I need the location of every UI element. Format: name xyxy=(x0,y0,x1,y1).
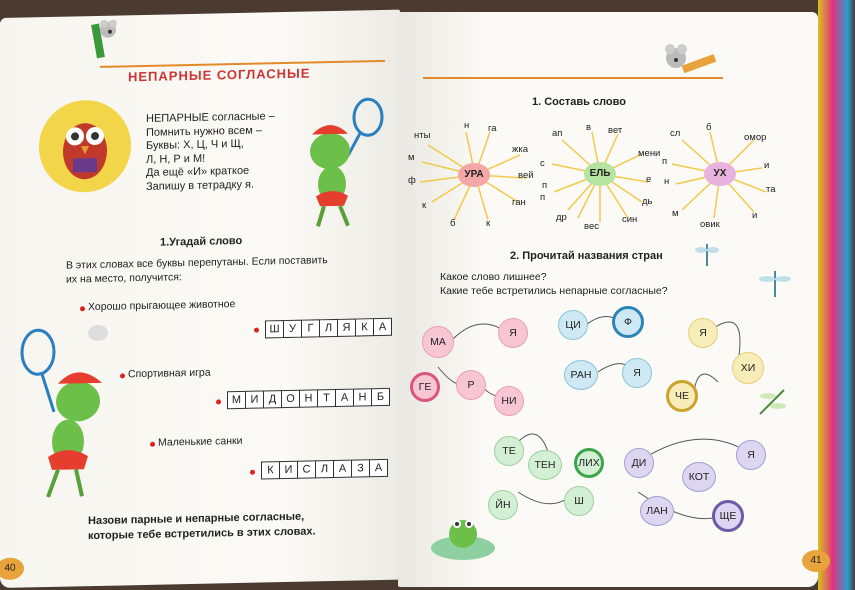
sun-word: жка xyxy=(512,144,529,155)
bullet-dot xyxy=(150,442,155,447)
mouse-pencil-icon xyxy=(78,15,128,61)
letter-cell: Н xyxy=(353,388,372,406)
sun-word: б xyxy=(450,218,456,229)
syllable-bubble: ЙН xyxy=(488,490,518,520)
letter-cell: О xyxy=(281,390,300,408)
sun-word: вес xyxy=(584,221,599,232)
frog-lilypad-illustration xyxy=(428,500,498,562)
syllable-bubble: Я xyxy=(622,358,652,388)
bullet-dot xyxy=(216,399,221,404)
syllable-bubble: ЦИ xyxy=(558,310,588,340)
clue-text: Спортивная игра xyxy=(128,366,211,381)
syllable-bubble: ДИ xyxy=(624,448,654,478)
sun-word: м xyxy=(408,152,415,163)
page-number: 40 xyxy=(0,557,24,580)
mouse-pencil-icon xyxy=(658,40,718,85)
sun-core: УРА xyxy=(458,163,490,187)
syllable-bubble: МА xyxy=(422,326,454,358)
letter-cell: У xyxy=(283,320,302,338)
sun-word: вей xyxy=(518,170,534,181)
sun-word: др xyxy=(556,212,567,223)
question-line: Какое слово лишнее? xyxy=(440,271,547,283)
syllable-bubble: ЧЕ xyxy=(666,380,698,412)
syllable-bubble: НИ xyxy=(494,386,524,416)
sun-word: син xyxy=(622,214,638,225)
poem-line: Запишу в тетрадку я. xyxy=(146,178,255,193)
syllable-bubble: Я xyxy=(688,318,718,348)
word-sun-1 xyxy=(408,120,546,230)
letter-cell: Я xyxy=(337,319,356,337)
letter-cell: С xyxy=(297,460,316,478)
sun-word: б xyxy=(706,122,712,133)
letter-cell: А xyxy=(369,459,388,477)
letter-cell: З xyxy=(351,459,370,477)
syllable-bubble: Я xyxy=(736,440,766,470)
letter-grid-1 xyxy=(266,318,392,339)
syllable-bubble: ХИ xyxy=(732,352,764,384)
sun-word: га xyxy=(488,123,497,134)
sun-word: п xyxy=(540,192,546,203)
page-number: 41 xyxy=(802,550,830,572)
sun-word: ап xyxy=(552,128,563,139)
letter-grid-3 xyxy=(262,459,388,480)
poem xyxy=(146,110,275,194)
questions xyxy=(440,270,668,298)
sun-core: ЕЛЬ xyxy=(584,162,616,186)
book-edge xyxy=(818,0,855,590)
instruction-line: их на место, получится: xyxy=(66,271,182,286)
bullet-dot xyxy=(254,328,259,333)
sun-word: мени xyxy=(638,148,661,159)
frog-tennis-illustration xyxy=(8,320,128,513)
letter-cell: Т xyxy=(317,389,336,407)
exercise1-title: 1. Составь слово xyxy=(532,96,626,108)
frog-tennis-illustration xyxy=(300,95,390,237)
letter-grid-2 xyxy=(228,388,390,409)
right-page xyxy=(398,12,822,587)
sun-word: и xyxy=(752,210,758,221)
letter-cell: А xyxy=(333,460,352,478)
sun-word: в xyxy=(586,122,592,133)
dragonfly-icon xyxy=(758,267,792,301)
sun-word: н xyxy=(464,120,470,131)
sun-word: сл xyxy=(670,128,681,139)
syllable-bubble: ЛАН xyxy=(640,496,674,526)
poem-line: Помнить нужно всем – xyxy=(146,124,263,139)
clue-text: Хорошо прыгающее животное xyxy=(88,298,236,314)
poem-line: НЕПАРНЫЕ согласные – xyxy=(146,110,275,125)
sun-word: е xyxy=(646,174,652,185)
letter-cell: М xyxy=(227,391,246,409)
dragonfly-icon xyxy=(693,240,721,268)
poem-line: Л, Н, Р и М! xyxy=(146,152,206,166)
sun-word: с xyxy=(540,158,545,169)
letter-cell: А xyxy=(335,389,354,407)
clue-text: Маленькие санки xyxy=(158,434,243,449)
syllable-bubble: Р xyxy=(456,370,486,400)
sun-core: УХ xyxy=(704,162,736,186)
letter-cell: Д xyxy=(263,390,282,408)
syllable-bubble: ТЕН xyxy=(528,450,562,480)
word-sun-2 xyxy=(538,122,668,232)
letter-cell: К xyxy=(261,461,280,479)
page-heading: НЕПАРНЫЕ СОГЛАСНЫЕ xyxy=(128,65,311,85)
letter-cell: Л xyxy=(319,319,338,337)
syllable-bubble: ЩЕ xyxy=(712,500,744,532)
bullet-dot xyxy=(250,470,255,475)
syllable-bubble: КОТ xyxy=(682,462,716,492)
sun-word: овик xyxy=(700,219,720,230)
sun-word: к xyxy=(486,218,491,229)
sun-word: п xyxy=(662,156,668,167)
letter-cell: Б xyxy=(371,388,390,406)
syllable-bubble: Ф xyxy=(612,306,644,338)
syllable-bubble: РАН xyxy=(564,360,598,390)
syllable-bubble: Ш xyxy=(564,486,594,516)
sun-word: и xyxy=(764,160,770,171)
sun-word: п xyxy=(542,180,548,191)
sun-word: м xyxy=(672,208,679,219)
sun-word: дь xyxy=(642,196,653,207)
sun-word: та xyxy=(766,184,776,195)
poem-line: Да ещё «И» краткое xyxy=(146,164,250,179)
instructions xyxy=(66,253,328,286)
word-sun-3 xyxy=(662,122,792,232)
letter-cell: Ш xyxy=(265,320,284,338)
syllable-bubble: Я xyxy=(498,318,528,348)
bullet-dot xyxy=(80,306,85,311)
sun-word: нты xyxy=(414,130,431,141)
letter-cell: Г xyxy=(301,319,320,337)
sun-word: вет xyxy=(608,125,623,136)
letter-cell: А xyxy=(373,318,392,336)
exercise2-title: 2. Прочитай названия стран xyxy=(510,250,663,262)
sun-word: ган xyxy=(512,197,526,208)
sun-word: к xyxy=(422,200,427,211)
sun-word: н xyxy=(664,176,670,187)
task-line: которые тебе встретились в этих словах. xyxy=(88,525,316,543)
dragonfly-icon xyxy=(754,384,790,420)
question-line: Какие тебе встретились непарные согласные? xyxy=(440,285,668,297)
sun-word: ф xyxy=(408,175,416,186)
poem-line: Буквы: Х, Ц, Ч и Щ, xyxy=(146,137,244,152)
sun-word: омор xyxy=(744,132,767,143)
letter-cell: И xyxy=(279,461,298,479)
syllable-bubble: ТЕ xyxy=(494,436,524,466)
syllable-bubble: ЛИХ xyxy=(574,448,604,478)
task-text xyxy=(88,509,316,544)
letter-cell: Л xyxy=(315,460,334,478)
exercise1-title: 1.Угадай слово xyxy=(160,234,243,249)
task-line: Назови парные и непарные согласные, xyxy=(88,510,305,528)
letter-cell: Н xyxy=(299,389,318,407)
letter-cell: К xyxy=(355,318,374,336)
left-page xyxy=(0,10,400,588)
instruction-line: В этих словах все буквы перепутаны. Если поставить xyxy=(66,254,328,272)
owl-illustration xyxy=(35,95,135,197)
syllable-bubble: ГЕ xyxy=(410,372,440,402)
letter-cell: И xyxy=(245,390,264,408)
